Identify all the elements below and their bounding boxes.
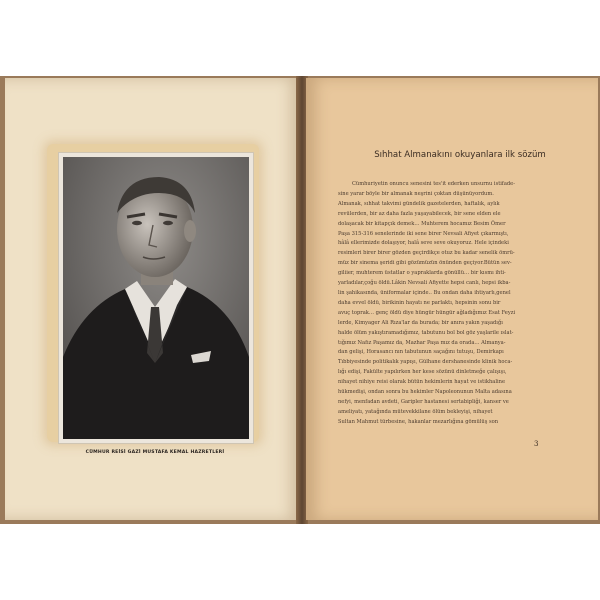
text-line: revülerden, bir az daha fazla yaşayabilecek, bir sene elden ele <box>338 210 501 217</box>
text-line: dolaşacak bir kitapçık demek… Muhterem hocamız Besim Ömer <box>338 220 506 227</box>
text-line: tığımız Nafız Paşamız da, Mazhar Paşa mız da orada… Almanya- <box>338 339 506 346</box>
text-line: müz bir sinema şeridi gibi gözümüzün önünden geçiyor.Bütün sev- <box>338 260 512 267</box>
text-line: Cümhuriyetin onuncu senesini tes'it ederken unsurnu istifade- <box>352 181 515 187</box>
text-line: dan gelişi, Horasancı nın tabutunun saçağını tutuşu, Demirkapı <box>338 349 504 356</box>
text-line: daha evvel öldü, birikinin hayatı ne parlaktı, hepsinin sonu bir <box>338 299 501 306</box>
text-line: lığı edişi, Fakülte yapılırken her kese sözünü dinletmeğe çalışışı, <box>338 369 507 376</box>
text-line: sine yarar böyle bir almanak neşrini çoktan düşünüyordum. <box>338 190 494 197</box>
text-line: Paşa 315-316 senelerinde iki sene birer Nevsali Afiyet çıkarmıştı, <box>338 230 509 237</box>
text-line: nihayet nihiye reisi olarak bütün hekimlerin hayat ve istikhaline <box>338 379 505 386</box>
left-page <box>5 78 301 520</box>
text-line: Almanak, sıhhat takvimi gündelik gazetelerden, haftalık, aylık <box>338 200 500 207</box>
portrait-caption: CÜMHUR REİSİ GAZİ MUSTAFA KEMAL HAZRETLERİ <box>85 450 225 455</box>
text-line: avuç toprak… genç öldü diye hüngür hüngür ağladığımız Esat Feyzi <box>338 309 516 316</box>
text-line: halde ölüm yakıştıramadığımız, tabutunu bol bol göz yaşlarile ıslat- <box>338 329 514 336</box>
text-line: lerde, Kimyager Ali Rıza'lar da burada; bir anıra yakın yaşadığı <box>338 319 503 326</box>
right-page <box>306 78 598 520</box>
text-line: resimleri birer birer gözden geçirdikçe otuz bu kadar senelik ömrü- <box>338 250 515 257</box>
text-line: ameliyatı, yatağında mütevekkilane ölüm bekleyişi, nihayet <box>338 408 493 415</box>
book-spread <box>0 76 600 524</box>
body-text <box>338 180 578 428</box>
text-line: hükmedişi, ondan sonra bu hekimler Napoleonunun Malta adasına <box>338 389 512 396</box>
portrait-frame <box>58 152 254 444</box>
text-line: nefyi, menfadan avdeti, Garipler hastanesi sertabipliği, kanser ve <box>338 398 509 405</box>
text-line: Tıbbiyesinde politikalık yapışı, Gülhane dershanesinde klinik hoca- <box>338 359 513 366</box>
text-line: giliier, muhterem üstatlar o yapraklarda gönüllü… bir kısmı ihti- <box>338 270 506 277</box>
text-line: yarladılar,çoğu öldü.Lâkin Nevsali Afiyette hepsi canlı, hepsi ikba- <box>338 280 511 287</box>
text-line: lin şahikasında, üniformalar içinde.. Bu ondan daha ihtiyarlı,genel <box>338 289 511 296</box>
text-line: hâlâ ellerimizde dolaşıyor, halâ seve seve okuyoruz. Hele içindeki <box>338 240 509 247</box>
page-title: Sıhhat Almanakını okuyanlara ilk sözüm <box>374 150 546 160</box>
text-line: Sultan Mahmut türbesine, hakanlar mezarlığına gömülüş son <box>338 418 499 425</box>
portrait-photo <box>63 157 249 439</box>
page-number: 3 <box>534 440 539 448</box>
